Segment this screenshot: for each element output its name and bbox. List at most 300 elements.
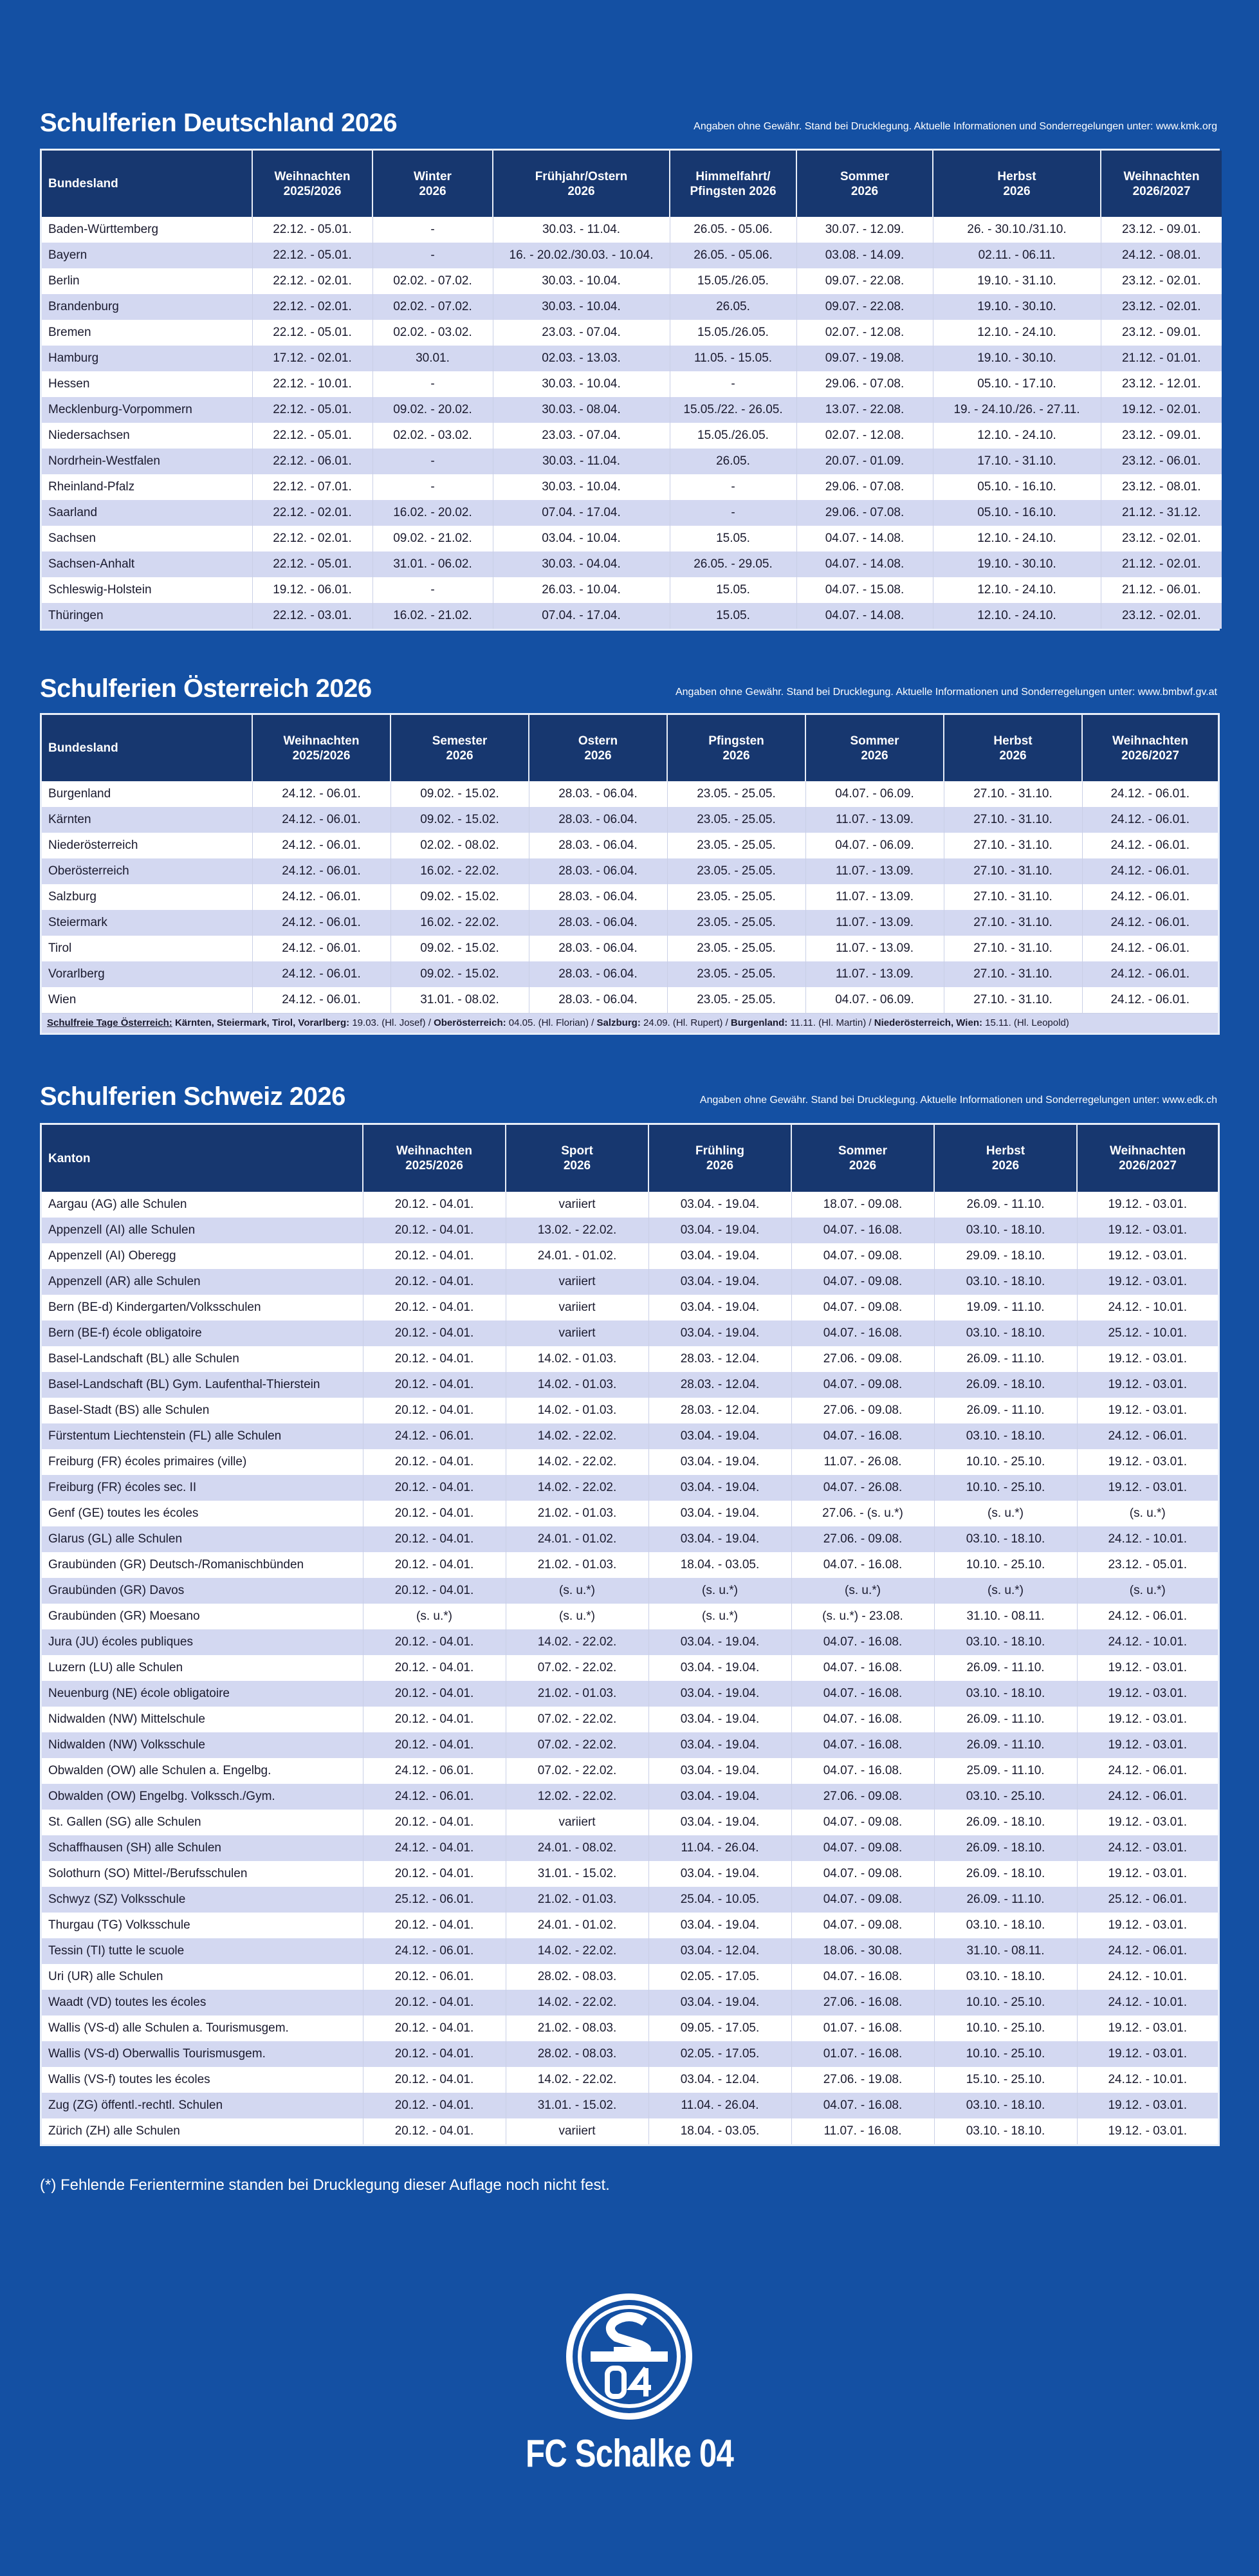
holiday-date-cell: 03.10. - 18.10. <box>934 1913 1077 1938</box>
region-name-cell: Graubünden (GR) Moesano <box>42 1604 363 1629</box>
holiday-date-cell: 04.07. - 06.09. <box>805 781 944 807</box>
region-name-cell: Appenzell (AI) alle Schulen <box>42 1218 363 1243</box>
holiday-date-cell: 26.09. - 11.10. <box>934 1398 1077 1423</box>
germany-table <box>42 151 1222 629</box>
holiday-date-cell: 19.12. - 03.01. <box>1077 1913 1218 1938</box>
table-row <box>42 1964 1218 1990</box>
switzerland-table-body <box>42 1192 1218 2144</box>
holiday-date-cell: 27.06. - (s. u.*) <box>791 1501 934 1526</box>
holiday-date-cell: 19.12. - 03.01. <box>1077 1398 1218 1423</box>
holiday-date-cell: 19.12. - 03.01. <box>1077 1346 1218 1372</box>
region-name-cell: Oberösterreich <box>42 858 252 884</box>
holiday-date-cell: 14.02. - 01.03. <box>506 1346 648 1372</box>
holiday-date-cell: 30.03. - 10.04. <box>493 268 670 294</box>
holiday-date-cell: 09.07. - 22.08. <box>796 294 933 320</box>
holiday-date-cell: 24.12. - 10.01. <box>1077 2067 1218 2093</box>
holiday-date-cell: 21.02. - 01.03. <box>506 1552 648 1578</box>
holiday-date-cell: variiert <box>506 1810 648 1835</box>
holiday-date-cell: 10.10. - 25.10. <box>934 1475 1077 1501</box>
holiday-date-cell: - <box>670 500 796 526</box>
holiday-date-cell: 20.12. - 04.01. <box>363 1629 506 1655</box>
holiday-date-cell: 20.12. - 04.01. <box>363 1732 506 1758</box>
holiday-date-cell: 20.12. - 04.01. <box>363 2015 506 2041</box>
holiday-date-cell: 20.12. - 04.01. <box>363 1320 506 1346</box>
holiday-date-cell: 02.02. - 03.02. <box>372 320 493 346</box>
holiday-date-cell: 24.12. - 06.01. <box>1082 910 1218 936</box>
holiday-date-cell: 25.12. - 06.01. <box>1077 1887 1218 1913</box>
table-row <box>42 936 1218 961</box>
holiday-date-cell: 03.10. - 18.10. <box>934 1681 1077 1707</box>
holiday-date-cell: 14.02. - 22.02. <box>506 1423 648 1449</box>
region-name-cell: Hamburg <box>42 346 252 371</box>
holiday-date-cell: 20.07. - 01.09. <box>796 449 933 474</box>
region-name-cell: Wallis (VS-d) Oberwallis Tourismusgem. <box>42 2041 363 2067</box>
holiday-date-cell: 23.12. - 06.01. <box>1101 449 1222 474</box>
holiday-date-cell: 28.03. - 12.04. <box>648 1346 791 1372</box>
region-name-cell: Luzern (LU) alle Schulen <box>42 1655 363 1681</box>
holiday-date-cell: 23.12. - 09.01. <box>1101 320 1222 346</box>
holiday-date-cell: 31.01. - 15.02. <box>506 2093 648 2118</box>
holiday-date-cell: 23.05. - 25.05. <box>667 833 805 858</box>
region-name-cell: Bern (BE-f) école obligatoire <box>42 1320 363 1346</box>
switzerland-section <box>40 1075 1220 2146</box>
table-row <box>42 910 1218 936</box>
holiday-date-cell: 04.07. - 06.09. <box>805 833 944 858</box>
holiday-date-cell: 13.07. - 22.08. <box>796 397 933 423</box>
region-name-cell: Basel-Landschaft (BL) alle Schulen <box>42 1346 363 1372</box>
table-row <box>42 577 1222 603</box>
holiday-date-cell: 05.10. - 16.10. <box>933 500 1101 526</box>
holiday-date-cell: 22.12. - 05.01. <box>252 551 372 577</box>
region-name-cell: Wien <box>42 987 252 1013</box>
region-name-cell: St. Gallen (SG) alle Schulen <box>42 1810 363 1835</box>
austria-section <box>40 667 1220 1035</box>
region-name-cell: Glarus (GL) alle Schulen <box>42 1526 363 1552</box>
holiday-date-cell: 11.07. - 13.09. <box>805 807 944 833</box>
holiday-date-cell: (s. u.*) <box>934 1501 1077 1526</box>
holiday-date-cell: 27.10. - 31.10. <box>944 833 1082 858</box>
holiday-date-cell: 24.12. - 06.01. <box>1077 1784 1218 1810</box>
holiday-date-cell: 26.09. - 11.10. <box>934 1887 1077 1913</box>
holiday-date-cell: 24.12. - 10.01. <box>1077 1964 1218 1990</box>
region-name-cell: Bern (BE-d) Kindergarten/Volksschulen <box>42 1295 363 1320</box>
holiday-date-cell: 02.02. - 03.02. <box>372 423 493 449</box>
holiday-date-cell: 19.12. - 03.01. <box>1077 1861 1218 1887</box>
school-free-day-region: Oberösterreich: <box>434 1017 506 1028</box>
holiday-date-cell: 15.05./22. - 26.05. <box>670 397 796 423</box>
region-name-cell: Vorarlberg <box>42 961 252 987</box>
holiday-date-cell: 28.03. - 06.04. <box>529 858 667 884</box>
holiday-date-cell: 24.01. - 08.02. <box>506 1835 648 1861</box>
holiday-date-cell: 22.12. - 02.01. <box>252 526 372 551</box>
holiday-date-cell: 16.02. - 21.02. <box>372 603 493 629</box>
holiday-date-cell: 30.01. <box>372 346 493 371</box>
holiday-date-cell: 17.10. - 31.10. <box>933 449 1101 474</box>
austria-header <box>40 667 1220 706</box>
holiday-date-cell: variiert <box>506 1295 648 1320</box>
switzerland-note: Angaben ohne Gewähr. Stand bei Drucklegung. Aktuelle Informationen und Sonderregelungen unter: www.edk.ch <box>699 1095 1217 1106</box>
table-row <box>42 1681 1218 1707</box>
region-name-cell: Tessin (TI) tutte le scuole <box>42 1938 363 1964</box>
holiday-date-cell: 03.10. - 18.10. <box>934 1964 1077 1990</box>
holiday-date-cell: 30.03. - 04.04. <box>493 551 670 577</box>
region-name-cell: Nordrhein-Westfalen <box>42 449 252 474</box>
holiday-date-cell: 19.12. - 02.01. <box>1101 397 1222 423</box>
holiday-date-cell: 24.12. - 06.01. <box>252 781 391 807</box>
region-name-cell: Freiburg (FR) écoles primaires (ville) <box>42 1449 363 1475</box>
holiday-date-cell: - <box>372 474 493 500</box>
holiday-date-cell: 03.04. - 19.04. <box>648 1501 791 1526</box>
table-row <box>42 397 1222 423</box>
holiday-date-cell: 26.09. - 11.10. <box>934 1346 1077 1372</box>
holiday-date-cell: 26.09. - 18.10. <box>934 1835 1077 1861</box>
holiday-date-cell: 09.02. - 15.02. <box>391 807 529 833</box>
holiday-date-cell: 22.12. - 03.01. <box>252 603 372 629</box>
holiday-date-cell: 15.05./26.05. <box>670 423 796 449</box>
holiday-date-cell: 04.07. - 16.08. <box>791 1681 934 1707</box>
holiday-date-cell: 27.10. - 31.10. <box>944 884 1082 910</box>
holiday-date-cell: 27.10. - 31.10. <box>944 781 1082 807</box>
holiday-date-cell: 10.10. - 25.10. <box>934 2015 1077 2041</box>
holiday-date-cell: 03.04. - 19.04. <box>648 1295 791 1320</box>
holiday-date-cell: 27.10. - 31.10. <box>944 961 1082 987</box>
holiday-date-cell: 22.12. - 05.01. <box>252 423 372 449</box>
holiday-date-cell: 14.02. - 22.02. <box>506 1938 648 1964</box>
holiday-date-cell: 02.02. - 07.02. <box>372 268 493 294</box>
holiday-date-cell: 23.03. - 07.04. <box>493 423 670 449</box>
holiday-date-cell: 04.07. - 09.08. <box>791 1835 934 1861</box>
table-row <box>42 423 1222 449</box>
switzerland-header-cell: Weihnachten 2025/2026 <box>363 1125 506 1192</box>
holiday-date-cell: 28.03. - 06.04. <box>529 936 667 961</box>
holiday-date-cell: 03.10. - 18.10. <box>934 2118 1077 2144</box>
table-row <box>42 1732 1218 1758</box>
germany-section <box>40 102 1220 631</box>
holiday-date-cell: 05.10. - 17.10. <box>933 371 1101 397</box>
holiday-date-cell: 22.12. - 05.01. <box>252 397 372 423</box>
holiday-date-cell: 24.12. - 06.01. <box>252 833 391 858</box>
table-row <box>42 1938 1218 1964</box>
holiday-date-cell: 15.10. - 25.10. <box>934 2067 1077 2093</box>
table-row <box>42 1990 1218 2015</box>
holiday-date-cell: 22.12. - 05.01. <box>252 320 372 346</box>
holiday-date-cell: 22.12. - 02.01. <box>252 294 372 320</box>
holiday-date-cell: 24.12. - 06.01. <box>363 1423 506 1449</box>
table-row <box>42 1526 1218 1552</box>
austria-table-header-row <box>42 715 1218 781</box>
holiday-date-cell: 26.09. - 18.10. <box>934 1861 1077 1887</box>
holiday-date-cell: 15.05./26.05. <box>670 268 796 294</box>
holiday-date-cell: 23.12. - 02.01. <box>1101 268 1222 294</box>
region-name-cell: Steiermark <box>42 910 252 936</box>
holiday-date-cell: - <box>372 217 493 243</box>
table-row <box>42 1320 1218 1346</box>
table-row <box>42 320 1222 346</box>
holiday-date-cell: 20.12. - 04.01. <box>363 1681 506 1707</box>
table-row <box>42 807 1218 833</box>
holiday-date-cell: 03.04. - 12.04. <box>648 2067 791 2093</box>
holiday-date-cell: 22.12. - 10.01. <box>252 371 372 397</box>
holiday-date-cell: 24.12. - 03.01. <box>1077 1835 1218 1861</box>
holiday-date-cell: 23.12. - 02.01. <box>1101 526 1222 551</box>
region-name-cell: Kärnten <box>42 807 252 833</box>
holiday-date-cell: 03.04. - 19.04. <box>648 1990 791 2015</box>
region-name-cell: Hessen <box>42 371 252 397</box>
holiday-date-cell: 24.12. - 10.01. <box>1077 1990 1218 2015</box>
holiday-date-cell: 19.12. - 03.01. <box>1077 1269 1218 1295</box>
holiday-date-cell: 02.11. - 06.11. <box>933 243 1101 268</box>
holiday-date-cell: - <box>372 449 493 474</box>
holiday-date-cell: 04.07. - 09.08. <box>791 1372 934 1398</box>
table-row <box>42 1449 1218 1475</box>
holiday-date-cell: 21.12. - 01.01. <box>1101 346 1222 371</box>
holiday-date-cell: 04.07. - 16.08. <box>791 1964 934 1990</box>
holiday-date-cell: 23.05. - 25.05. <box>667 910 805 936</box>
table-row <box>42 1604 1218 1629</box>
region-name-cell: Nidwalden (NW) Volksschule <box>42 1732 363 1758</box>
holiday-date-cell: 03.04. - 19.04. <box>648 1218 791 1243</box>
region-name-cell: Rheinland-Pfalz <box>42 474 252 500</box>
holiday-date-cell: 20.12. - 04.01. <box>363 1861 506 1887</box>
holiday-date-cell: 15.05./26.05. <box>670 320 796 346</box>
holiday-date-cell: 09.07. - 22.08. <box>796 268 933 294</box>
austria-header-cell: Bundesland <box>42 715 252 781</box>
holiday-date-cell: (s. u.*) <box>791 1578 934 1604</box>
holiday-date-cell: 07.02. - 22.02. <box>506 1732 648 1758</box>
holiday-date-cell: 27.10. - 31.10. <box>944 858 1082 884</box>
holiday-date-cell: 23.05. - 25.05. <box>667 858 805 884</box>
table-row <box>42 1758 1218 1784</box>
holiday-date-cell: 24.12. - 06.01. <box>1082 858 1218 884</box>
holiday-date-cell: 10.10. - 25.10. <box>934 1552 1077 1578</box>
holiday-date-cell: 24.01. - 01.02. <box>506 1526 648 1552</box>
holiday-date-cell: 10.10. - 25.10. <box>934 1990 1077 2015</box>
holiday-date-cell: 31.10. - 08.11. <box>934 1938 1077 1964</box>
holiday-date-cell: 03.10. - 18.10. <box>934 1320 1077 1346</box>
holiday-date-cell: 02.05. - 17.05. <box>648 1964 791 1990</box>
switzerland-header-cell: Sommer 2026 <box>791 1125 934 1192</box>
holiday-date-cell: 04.07. - 09.08. <box>791 1913 934 1938</box>
germany-header-cell: Herbst 2026 <box>933 151 1101 217</box>
holiday-date-cell: 23.12. - 02.01. <box>1101 294 1222 320</box>
table-row <box>42 1423 1218 1449</box>
holiday-date-cell: 04.07. - 09.08. <box>791 1243 934 1269</box>
holiday-date-cell: 14.02. - 22.02. <box>506 2067 648 2093</box>
holiday-date-cell: 16.02. - 22.02. <box>391 858 529 884</box>
holiday-date-cell: 20.12. - 04.01. <box>363 2118 506 2144</box>
holiday-date-cell: - <box>372 371 493 397</box>
holiday-date-cell: 20.12. - 04.01. <box>363 2041 506 2067</box>
holiday-date-cell: 23.12. - 09.01. <box>1101 423 1222 449</box>
holiday-date-cell: 21.02. - 01.03. <box>506 1501 648 1526</box>
holiday-date-cell: 03.04. - 19.04. <box>648 1861 791 1887</box>
holiday-date-cell: 19.12. - 03.01. <box>1077 2093 1218 2118</box>
holiday-date-cell: 27.06. - 09.08. <box>791 1346 934 1372</box>
holiday-date-cell: 27.06. - 19.08. <box>791 2067 934 2093</box>
holiday-date-cell: - <box>670 474 796 500</box>
holiday-date-cell: 23.03. - 07.04. <box>493 320 670 346</box>
holiday-date-cell: 31.01. - 06.02. <box>372 551 493 577</box>
school-free-day-date: 24.09. (Hl. Rupert) / <box>640 1017 731 1028</box>
switzerland-header-cell: Weihnachten 2026/2027 <box>1077 1125 1218 1192</box>
holiday-date-cell: (s. u.*) <box>1077 1578 1218 1604</box>
holiday-date-cell: 30.03. - 10.04. <box>493 474 670 500</box>
holiday-date-cell: 03.10. - 18.10. <box>934 2093 1077 2118</box>
holiday-date-cell: 19.12. - 03.01. <box>1077 1372 1218 1398</box>
holiday-date-cell: 30.07. - 12.09. <box>796 217 933 243</box>
holiday-date-cell: 26.09. - 11.10. <box>934 1707 1077 1732</box>
holiday-date-cell: 27.10. - 31.10. <box>944 987 1082 1013</box>
holiday-date-cell: 14.02. - 22.02. <box>506 1449 648 1475</box>
holiday-date-cell: 04.07. - 16.08. <box>791 1732 934 1758</box>
holiday-date-cell: 30.03. - 08.04. <box>493 397 670 423</box>
holiday-date-cell: 14.02. - 22.02. <box>506 1629 648 1655</box>
holiday-date-cell: 24.12. - 06.01. <box>1082 781 1218 807</box>
holiday-date-cell: 05.10. - 16.10. <box>933 474 1101 500</box>
holiday-date-cell: 11.07. - 13.09. <box>805 961 944 987</box>
switzerland-header <box>40 1075 1220 1114</box>
switzerland-title: Schulferien Schweiz 2026 <box>40 1082 345 1111</box>
holiday-date-cell: 22.12. - 05.01. <box>252 243 372 268</box>
holiday-date-cell: 20.12. - 04.01. <box>363 1449 506 1475</box>
region-name-cell: Basel-Landschaft (BL) Gym. Laufenthal-Thierstein <box>42 1372 363 1398</box>
holiday-date-cell: 20.12. - 06.01. <box>363 1964 506 1990</box>
holiday-date-cell: 19.12. - 03.01. <box>1077 2118 1218 2144</box>
holiday-date-cell: 02.07. - 12.08. <box>796 320 933 346</box>
school-free-day-region: Kärnten, Steiermark, Tirol, Vorarlberg: <box>174 1017 350 1028</box>
table-row <box>42 1810 1218 1835</box>
table-row <box>42 1707 1218 1732</box>
holiday-date-cell: 25.09. - 11.10. <box>934 1758 1077 1784</box>
holiday-date-cell: 24.12. - 10.01. <box>1077 1629 1218 1655</box>
holiday-date-cell: 18.04. - 03.05. <box>648 1552 791 1578</box>
holiday-date-cell: 09.02. - 21.02. <box>372 526 493 551</box>
austria-school-free-days <box>42 1013 1218 1033</box>
holiday-date-cell: 18.07. - 09.08. <box>791 1192 934 1218</box>
holiday-date-cell: 09.02. - 15.02. <box>391 781 529 807</box>
switzerland-table-header-row <box>42 1125 1218 1192</box>
holiday-date-cell: (s. u.*) <box>506 1604 648 1629</box>
holiday-date-cell: 24.01. - 01.02. <box>506 1243 648 1269</box>
holiday-date-cell: 23.05. - 25.05. <box>667 987 805 1013</box>
school-free-day-region: Niederösterreich, Wien: <box>874 1017 982 1028</box>
holiday-date-cell: 24.12. - 06.01. <box>252 858 391 884</box>
holiday-date-cell: 19.10. - 30.10. <box>933 294 1101 320</box>
holiday-date-cell: 03.04. - 19.04. <box>648 1192 791 1218</box>
holiday-date-cell: 30.03. - 11.04. <box>493 217 670 243</box>
holiday-date-cell: 15.05. <box>670 603 796 629</box>
region-name-cell: Baden-Württemberg <box>42 217 252 243</box>
holiday-date-cell: 22.12. - 06.01. <box>252 449 372 474</box>
holiday-date-cell: 19.12. - 06.01. <box>252 577 372 603</box>
holiday-date-cell: 07.02. - 22.02. <box>506 1707 648 1732</box>
holiday-date-cell: 03.04. - 19.04. <box>648 1681 791 1707</box>
holiday-date-cell: 20.12. - 04.01. <box>363 1192 506 1218</box>
brand-name: FC Schalke 04 <box>526 2432 733 2475</box>
holiday-date-cell: 14.02. - 22.02. <box>506 1990 648 2015</box>
holiday-date-cell: 20.12. - 04.01. <box>363 1578 506 1604</box>
holiday-date-cell: 24.12. - 06.01. <box>252 936 391 961</box>
region-name-cell: Schwyz (SZ) Volksschule <box>42 1887 363 1913</box>
holiday-date-cell: 13.02. - 22.02. <box>506 1218 648 1243</box>
holiday-date-cell: 03.10. - 25.10. <box>934 1784 1077 1810</box>
table-row <box>42 1346 1218 1372</box>
holiday-date-cell: 24.12. - 06.01. <box>1082 807 1218 833</box>
region-name-cell: Mecklenburg-Vorpommern <box>42 397 252 423</box>
holiday-date-cell: 23.05. - 25.05. <box>667 807 805 833</box>
holiday-date-cell: 11.07. - 13.09. <box>805 858 944 884</box>
holiday-date-cell: 04.07. - 16.08. <box>791 1552 934 1578</box>
holiday-date-cell: 28.03. - 06.04. <box>529 961 667 987</box>
germany-header-cell: Weihnachten 2026/2027 <box>1101 151 1222 217</box>
holiday-date-cell: 26.05. - 05.06. <box>670 243 796 268</box>
holiday-date-cell: 27.06. - 09.08. <box>791 1398 934 1423</box>
holiday-date-cell: (s. u.*) <box>1077 1501 1218 1526</box>
switzerland-header-cell: Herbst 2026 <box>934 1125 1077 1192</box>
table-row <box>42 1784 1218 1810</box>
germany-table-header-row <box>42 151 1222 217</box>
holiday-date-cell: 26.09. - 11.10. <box>934 1655 1077 1681</box>
holiday-date-cell: 24.12. - 06.01. <box>1082 961 1218 987</box>
austria-table-frame <box>40 713 1220 1035</box>
holiday-date-cell: 11.04. - 26.04. <box>648 2093 791 2118</box>
region-name-cell: Zürich (ZH) alle Schulen <box>42 2118 363 2144</box>
holiday-date-cell: 20.12. - 04.01. <box>363 1218 506 1243</box>
holiday-date-cell: 12.02. - 22.02. <box>506 1784 648 1810</box>
region-name-cell: Neuenburg (NE) école obligatoire <box>42 1681 363 1707</box>
table-row <box>42 603 1222 629</box>
austria-note: Angaben ohne Gewähr. Stand bei Drucklegung. Aktuelle Informationen und Sonderregelungen unter: www.bmbwf.gv.at <box>675 687 1217 698</box>
table-row <box>42 268 1222 294</box>
schalke-logo-icon <box>565 2292 694 2421</box>
holiday-date-cell: 19.10. - 31.10. <box>933 268 1101 294</box>
table-row <box>42 858 1218 884</box>
table-row <box>42 1655 1218 1681</box>
region-name-cell: Freiburg (FR) écoles sec. II <box>42 1475 363 1501</box>
region-name-cell: Nidwalden (NW) Mittelschule <box>42 1707 363 1732</box>
austria-header-cell: Weihnachten 2025/2026 <box>252 715 391 781</box>
holiday-date-cell: 24.12. - 06.01. <box>252 910 391 936</box>
holiday-date-cell: 27.10. - 31.10. <box>944 936 1082 961</box>
table-row <box>42 1552 1218 1578</box>
holiday-date-cell: 09.07. - 19.08. <box>796 346 933 371</box>
holiday-date-cell: 15.05. <box>670 526 796 551</box>
germany-table-frame <box>40 149 1220 631</box>
holiday-date-cell: 04.07. - 09.08. <box>791 1295 934 1320</box>
table-row <box>42 2041 1218 2067</box>
school-free-day-date: 15.11. (Hl. Leopold) <box>982 1017 1069 1028</box>
switzerland-header-cell: Sport 2026 <box>506 1125 648 1192</box>
school-free-day-region: Burgenland: <box>730 1017 788 1028</box>
holiday-date-cell: 21.12. - 02.01. <box>1101 551 1222 577</box>
holiday-date-cell: 26.05. - 29.05. <box>670 551 796 577</box>
holiday-date-cell: 23.12. - 12.01. <box>1101 371 1222 397</box>
holiday-date-cell: 26.09. - 18.10. <box>934 1372 1077 1398</box>
region-name-cell: Uri (UR) alle Schulen <box>42 1964 363 1990</box>
holiday-date-cell: 04.07. - 16.08. <box>791 2093 934 2118</box>
region-name-cell: Bayern <box>42 243 252 268</box>
holiday-date-cell: 09.02. - 15.02. <box>391 884 529 910</box>
table-row <box>42 1295 1218 1320</box>
table-row <box>42 1218 1218 1243</box>
holiday-date-cell: (s. u.*) <box>648 1604 791 1629</box>
austria-table-body <box>42 781 1218 1013</box>
holiday-date-cell: - <box>372 577 493 603</box>
table-row <box>42 1835 1218 1861</box>
holiday-date-cell: 20.12. - 04.01. <box>363 1501 506 1526</box>
holiday-date-cell: 02.05. - 17.05. <box>648 2041 791 2067</box>
holiday-date-cell: 04.07. - 14.08. <box>796 603 933 629</box>
